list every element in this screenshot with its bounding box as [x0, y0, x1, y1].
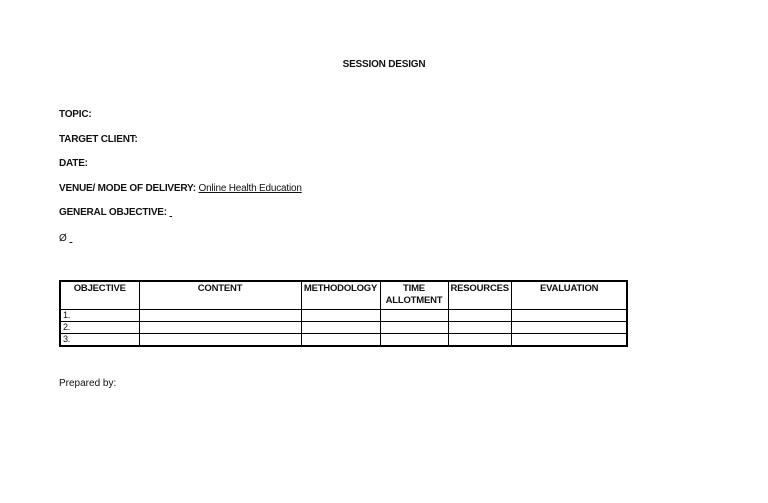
general-objective-blank	[170, 207, 174, 218]
document-title: SESSION DESIGN	[342, 59, 426, 70]
bullet-blank	[70, 233, 74, 244]
general-objective-label: GENERAL OBJECTIVE:	[59, 207, 167, 218]
table-cell	[301, 310, 380, 322]
objective-bullet	[59, 233, 74, 244]
bullet-icon: Ø	[59, 233, 67, 244]
table-cell	[139, 322, 301, 334]
date-label: DATE:	[59, 158, 88, 169]
table-row	[60, 334, 627, 347]
date-field	[59, 158, 88, 169]
topic-label: TOPIC:	[59, 109, 92, 120]
general-objective-field	[59, 207, 174, 218]
target-client-field	[59, 134, 138, 145]
header-evaluation: EVALUATION	[511, 281, 627, 310]
table-cell	[448, 322, 511, 334]
header-content: CONTENT	[139, 281, 301, 310]
table-cell: 3.	[60, 334, 139, 347]
table-cell	[511, 310, 627, 322]
prepared-by-label: Prepared by:	[59, 378, 117, 389]
venue-label: VENUE/ MODE OF DELIVERY:	[59, 183, 196, 194]
session-plan-table	[59, 280, 628, 347]
table-cell	[301, 334, 380, 347]
table-header-row	[60, 281, 627, 310]
table-cell	[511, 334, 627, 347]
header-resources: RESOURCES	[448, 281, 511, 310]
table-cell	[139, 310, 301, 322]
table-cell	[448, 310, 511, 322]
table-cell	[139, 334, 301, 347]
table-cell	[448, 334, 511, 347]
table-cell	[511, 322, 627, 334]
table-cell	[380, 322, 448, 334]
table-cell	[380, 310, 448, 322]
topic-field	[59, 109, 92, 120]
venue-field	[59, 183, 302, 194]
target-client-label: TARGET CLIENT:	[59, 134, 138, 145]
table-row	[60, 310, 627, 322]
table-row	[60, 322, 627, 334]
header-objective: OBJECTIVE	[60, 281, 139, 310]
table-cell	[301, 322, 380, 334]
venue-value: Online Health Education	[198, 183, 302, 194]
table-cell: 1.	[60, 310, 139, 322]
table-cell	[380, 334, 448, 347]
header-methodology: METHODOLOGY	[301, 281, 380, 310]
header-time-allotment: TIME ALLOTMENT	[380, 281, 448, 310]
table-cell: 2.	[60, 322, 139, 334]
